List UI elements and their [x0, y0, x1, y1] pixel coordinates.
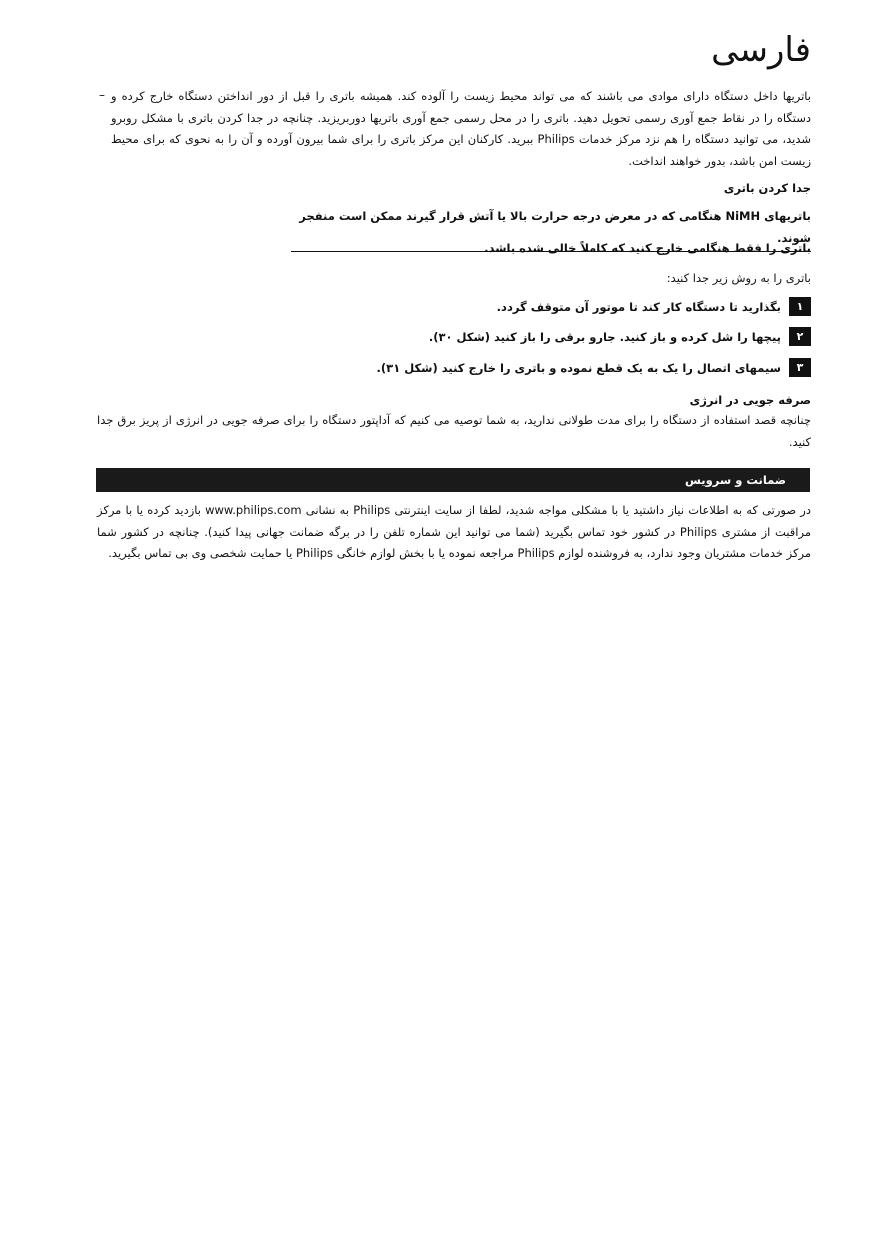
step-1	[497, 297, 811, 316]
energy-heading: صرفه جویی در انرژی	[689, 393, 811, 407]
energy-text: چنانچه قصد استفاده از دستگاه را برای مدت طولانی ندارید، به شما توصیه می کنیم که آداپتور دستگاه را برای صرفه جویی در انرژی از پریز برق جدا کنید.	[97, 413, 811, 449]
step-2	[429, 327, 811, 346]
step-number: ۳	[789, 358, 811, 377]
warning-text: باتریهای NiMH هنگامی که در معرض درجه حرارت بالا یا آتش قرار گیرند ممکن است منفجر شوند.	[291, 206, 811, 252]
section-title: ضمانت و سرویس	[685, 473, 786, 487]
service-paragraph: در صورتی که به اطلاعات نیاز داشتید یا با مشکلی مواجه شدید، لطفا از سایت اینترنتی Philips به نشانی www.philips.com بازدید کرده یا با مرکز مراقبت از مشتری Philips در کشور خود تماس بگیرید (شما می توانید این شماره تلفن را در برگه ضمانت جهانی پیدا کنید). چنانچه در کشور شما مرکز خدمات مشتریان وجود ندارد، به فروشنده لوازم Philips مراجعه نموده یا با بخش لوازم خانگی Philips یا حمایت شخصی وی بی تماس بگیرید.	[97, 503, 811, 560]
instruction-text: باتری را به روش زیر جدا کنید:	[666, 271, 811, 285]
step-number: ۲	[789, 327, 811, 346]
step-text: پیچها را شل کرده و باز کنید. جارو برقی را باز کنید (شکل ۳۰).	[428, 329, 781, 344]
remove-battery-heading: جدا کردن باتری	[723, 181, 811, 195]
bullet-dash: –	[99, 88, 105, 102]
step-text: بگذارید تا دستگاه کار کند تا موتور آن متوقف گردد.	[496, 299, 781, 314]
page-title: فارسی	[711, 30, 811, 70]
step-text: سیمهای اتصال را یک به یک قطع نموده و باتری را خارج کنید (شکل ۳۱).	[376, 360, 781, 375]
note-text: باتری را فقط هنگامی خارج کنید که کاملاً خالی شده باشد.	[484, 241, 811, 255]
step-3	[377, 358, 811, 377]
step-number: ۱	[789, 297, 811, 316]
intro-paragraph: باتریها داخل دستگاه دارای موادی می باشند که می تواند محیط زیست را آلوده کند. همیشه باتری را قبل از دور انداختن دستگاه خارج کرده و دستگاه را در نقاط جمع آوری رسمی تحویل دهید. باتری را در محل رسمی جمع آوری باتریها دوربریزید. چنانچه در جدا کردن باتری با مشکل روبرو شدید، می توانید دستگاه را هم نزد مرکز خدمات Philips ببرید. کارکنان این مرکز باتری را برای شما بیرون آورده و آن را به نحوی که برای محیط زیست امن باشد، بدور خواهند انداخت.	[111, 89, 811, 168]
section-header-warranty	[96, 468, 810, 492]
